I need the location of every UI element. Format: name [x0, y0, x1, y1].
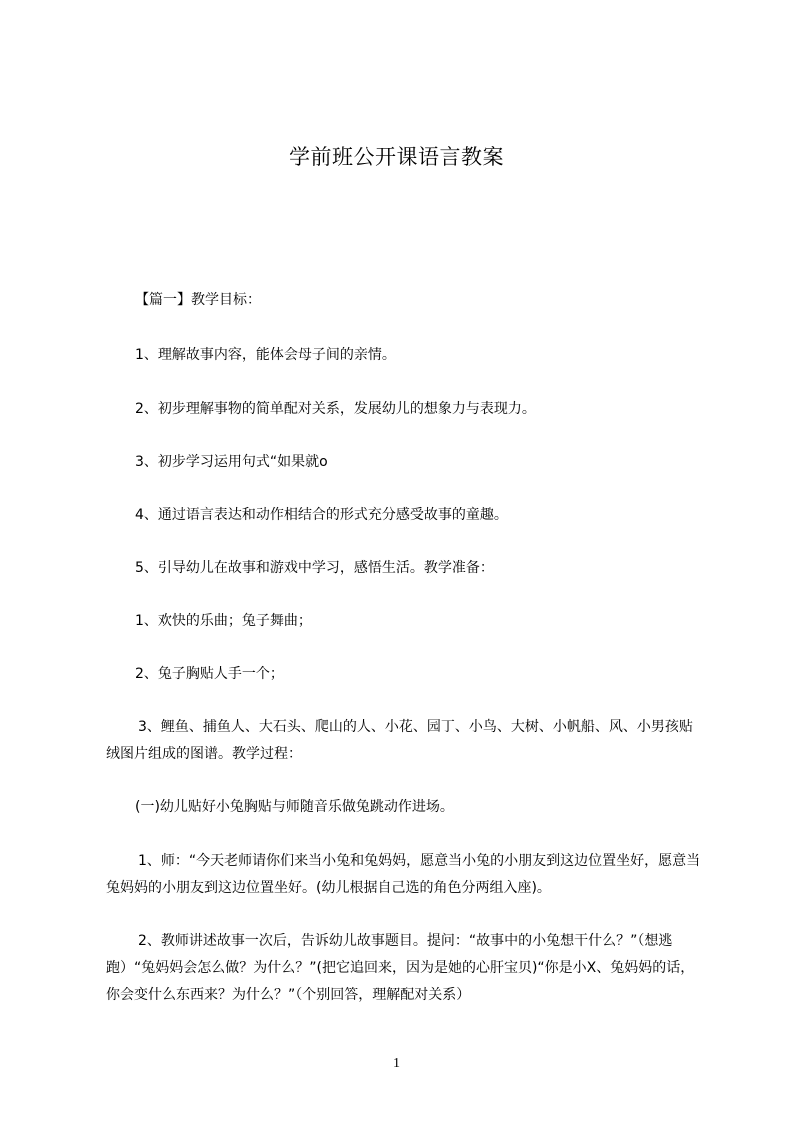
preparation-item-1: 1、欢快的乐曲；兔子舞曲；: [135, 613, 312, 629]
process-step-2: 2、教师讲述故事一次后，告诉幼儿故事题目。提问：“故事中的小兔想干什么？”（想逃跑）“兔妈妈会怎么做？为什么？”(把它追回来，因为是她的心肝宝贝)“你是小X、兔妈妈的话，你会变什么东西来？为什么？”（个别回答，理解配对关系）: [106, 933, 695, 1003]
page-number: 1: [393, 1056, 400, 1071]
section-heading: 【篇一】教学目标：: [135, 292, 261, 308]
preparation-item-2: 2、兔子胸贴人手一个；: [135, 666, 284, 682]
goal-item-1: 1、理解故事内容，能体会母子间的亲情。: [135, 347, 396, 363]
goal-item-5: 5、引导幼儿在故事和游戏中学习，感悟生活。教学准备：: [135, 560, 494, 576]
document-title: 学前班公开课语言教案: [289, 145, 504, 169]
process-step-1: 1、师：“今天老师请你们来当小兔和兔妈妈，愿意当小兔的小朋友到这边位置坐好，愿意当兔妈妈的小朋友到这边位置坐好。(幼儿根据自己选的角色分两组入座)。: [106, 853, 701, 896]
goal-item-4: 4、通过语言表达和动作相结合的形式充分感受故事的童趣。: [135, 507, 508, 523]
process-heading: (一)幼儿贴好小兔胸贴与师随音乐做兔跳动作进场。: [135, 799, 454, 815]
goal-item-2: 2、初步理解事物的简单配对关系，发展幼儿的想象力与表现力。: [135, 401, 536, 417]
goal-item-3: 3、初步学习运用句式“如果就o: [135, 454, 328, 470]
preparation-item-3: 3、鲤鱼、捕鱼人、大石头、爬山的人、小花、园丁、小鸟、大树、小帆船、风、小男孩贴绒图片组成的图谱。教学过程：: [106, 719, 693, 762]
